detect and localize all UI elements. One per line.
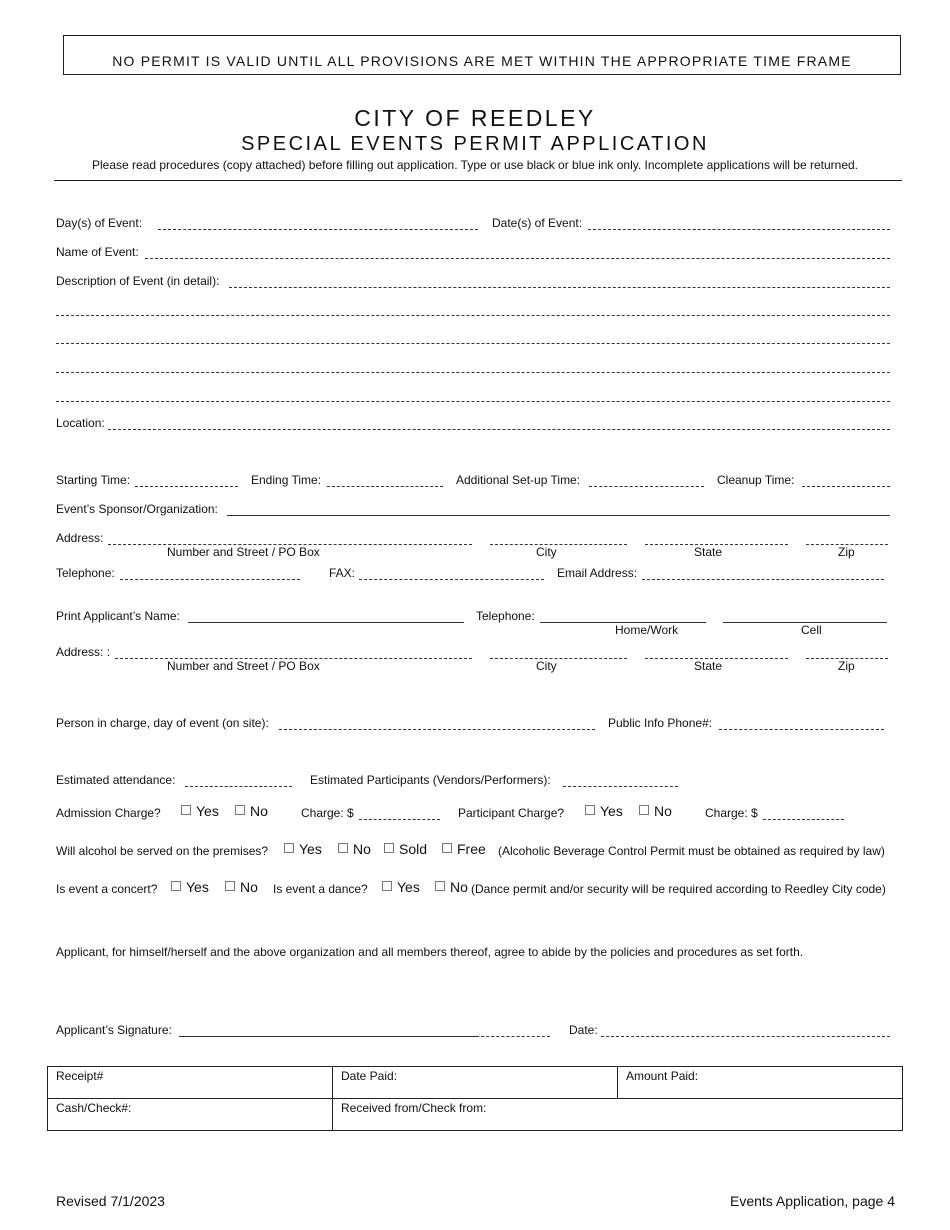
alcohol-label: Will alcohol be served on the premises? — [56, 844, 269, 858]
person-in-charge-field[interactable] — [279, 728, 595, 730]
dates-label: Date(s) of Event: — [492, 216, 583, 230]
alcohol-sold-checkbox[interactable]: Sold — [384, 841, 427, 857]
participants-label: Estimated Participants (Vendors/Performers): — [310, 773, 551, 787]
participant-amount-label: Charge: $ — [705, 806, 758, 820]
applicant-city-field[interactable] — [490, 657, 627, 659]
participants-field[interactable] — [563, 785, 678, 787]
end-time-field[interactable] — [327, 485, 443, 487]
receipt-cell[interactable]: Receipt# — [48, 1067, 333, 1099]
received-from-cell[interactable]: Received from/Check from: — [333, 1099, 903, 1131]
concert-no-checkbox[interactable]: No — [225, 879, 258, 895]
cleanup-time-field[interactable] — [802, 485, 890, 487]
participant-no-checkbox[interactable]: No — [639, 803, 672, 819]
attendance-label: Estimated attendance: — [56, 773, 176, 787]
zip-sublabel: Zip — [838, 659, 855, 673]
revision-date: Revised 7/1/2023 — [56, 1193, 165, 1209]
description-field[interactable] — [229, 286, 890, 288]
zip-sublabel: Zip — [838, 545, 855, 559]
signature-label: Applicant’s Signature: — [56, 1023, 172, 1037]
public-phone-field[interactable] — [719, 728, 884, 730]
event-name-label: Name of Event: — [56, 245, 139, 259]
signature-date-label: Date: — [569, 1023, 598, 1037]
dates-field[interactable] — [588, 228, 890, 230]
concert-label: Is event a concert? — [56, 882, 158, 896]
public-phone-label: Public Info Phone#: — [608, 716, 713, 730]
person-in-charge-label: Person in charge, day of event (on site): — [56, 716, 269, 730]
dance-yes-checkbox[interactable]: Yes — [382, 879, 420, 895]
admission-yes-checkbox[interactable]: Yes — [181, 803, 219, 819]
admission-no-checkbox[interactable]: No — [235, 803, 268, 819]
description-label: Description of Event (in detail): — [56, 274, 220, 288]
dance-label: Is event a dance? — [273, 882, 368, 896]
alcohol-no-checkbox[interactable]: No — [338, 841, 371, 857]
agreement-text: Applicant, for himself/herself and the above organization and all members thereof, agree to abide by the policies and procedures as set forth. — [56, 945, 804, 959]
location-label: Location: — [56, 416, 105, 430]
admission-amount-label: Charge: $ — [301, 806, 354, 820]
applicant-telephone-label: Telephone: — [476, 609, 535, 623]
page-title: CITY OF REEDLEY — [354, 105, 596, 131]
description-line[interactable] — [56, 314, 890, 316]
instructions: Please read procedures (copy attached) before filling out application. Type or use black or blue ink only. Incomplete applications will be returned. — [92, 158, 858, 172]
alcohol-yes-checkbox[interactable]: Yes — [284, 841, 322, 857]
event-name-field[interactable] — [145, 257, 890, 259]
street-sublabel: Number and Street / PO Box — [167, 659, 320, 673]
date-paid-cell[interactable]: Date Paid: — [333, 1067, 618, 1099]
concert-yes-checkbox[interactable]: Yes — [171, 879, 209, 895]
page-subtitle: SPECIAL EVENTS PERMIT APPLICATION — [241, 133, 709, 155]
applicant-address-label: Address: : — [56, 645, 111, 659]
home-work-sublabel: Home/Work — [615, 623, 679, 637]
start-time-label: Starting Time: — [56, 473, 131, 487]
participant-yes-checkbox[interactable]: Yes — [585, 803, 623, 819]
alcohol-free-checkbox[interactable]: Free — [442, 841, 486, 857]
sponsor-telephone-label: Telephone: — [56, 566, 115, 580]
signature-date-field[interactable] — [601, 1035, 890, 1037]
city-sublabel: City — [536, 545, 557, 559]
cleanup-time-label: Cleanup Time: — [717, 473, 795, 487]
alcohol-note: (Alcoholic Beverage Control Permit must be obtained as required by law) — [498, 844, 885, 858]
state-sublabel: State — [694, 659, 723, 673]
participant-amount-field[interactable] — [763, 818, 844, 820]
description-line[interactable] — [56, 400, 890, 402]
applicant-name-label: Print Applicant’s Name: — [56, 609, 180, 623]
email-label: Email Address: — [557, 566, 638, 580]
city-sublabel: City — [536, 659, 557, 673]
description-line[interactable] — [56, 371, 890, 373]
sponsor-field[interactable] — [227, 514, 890, 516]
cell-sublabel: Cell — [801, 623, 822, 637]
fax-label: FAX: — [329, 566, 356, 580]
signature-field-tail[interactable] — [476, 1035, 550, 1037]
email-field[interactable] — [642, 578, 884, 580]
fax-field[interactable] — [359, 578, 544, 580]
admission-charge-label: Admission Charge? — [56, 806, 161, 820]
participant-charge-label: Participant Charge? — [458, 806, 565, 820]
setup-time-label: Additional Set-up Time: — [456, 473, 581, 487]
sponsor-address-label: Address: — [56, 531, 104, 545]
sponsor-telephone-field[interactable] — [120, 578, 300, 580]
state-sublabel: State — [694, 545, 723, 559]
amount-paid-cell[interactable]: Amount Paid: — [618, 1067, 903, 1099]
sponsor-city-field[interactable] — [490, 543, 627, 545]
admission-amount-field[interactable] — [359, 818, 440, 820]
cash-check-cell[interactable]: Cash/Check#: — [48, 1099, 333, 1131]
signature-field[interactable] — [179, 1035, 476, 1037]
attendance-field[interactable] — [185, 785, 292, 787]
dance-no-checkbox[interactable]: No — [435, 879, 468, 895]
street-sublabel: Number and Street / PO Box — [167, 545, 320, 559]
applicant-name-field[interactable] — [188, 621, 464, 623]
days-field[interactable] — [158, 228, 478, 230]
dance-note: (Dance permit and/or security will be required according to Reedley City code) — [471, 882, 886, 896]
start-time-field[interactable] — [135, 485, 238, 487]
office-use-table — [47, 1066, 903, 1131]
location-field[interactable] — [108, 428, 890, 430]
end-time-label: Ending Time: — [251, 473, 322, 487]
header-rule — [54, 180, 902, 181]
setup-time-field[interactable] — [589, 485, 704, 487]
sponsor-label: Event’s Sponsor/Organization: — [56, 502, 218, 516]
notice-banner: NO PERMIT IS VALID UNTIL ALL PROVISIONS ARE MET WITHIN THE APPROPRIATE TIME FRAME — [63, 35, 901, 75]
page-number: Events Application, page 4 — [729, 1193, 895, 1209]
description-line[interactable] — [56, 342, 890, 344]
days-label: Day(s) of Event: — [56, 216, 143, 230]
